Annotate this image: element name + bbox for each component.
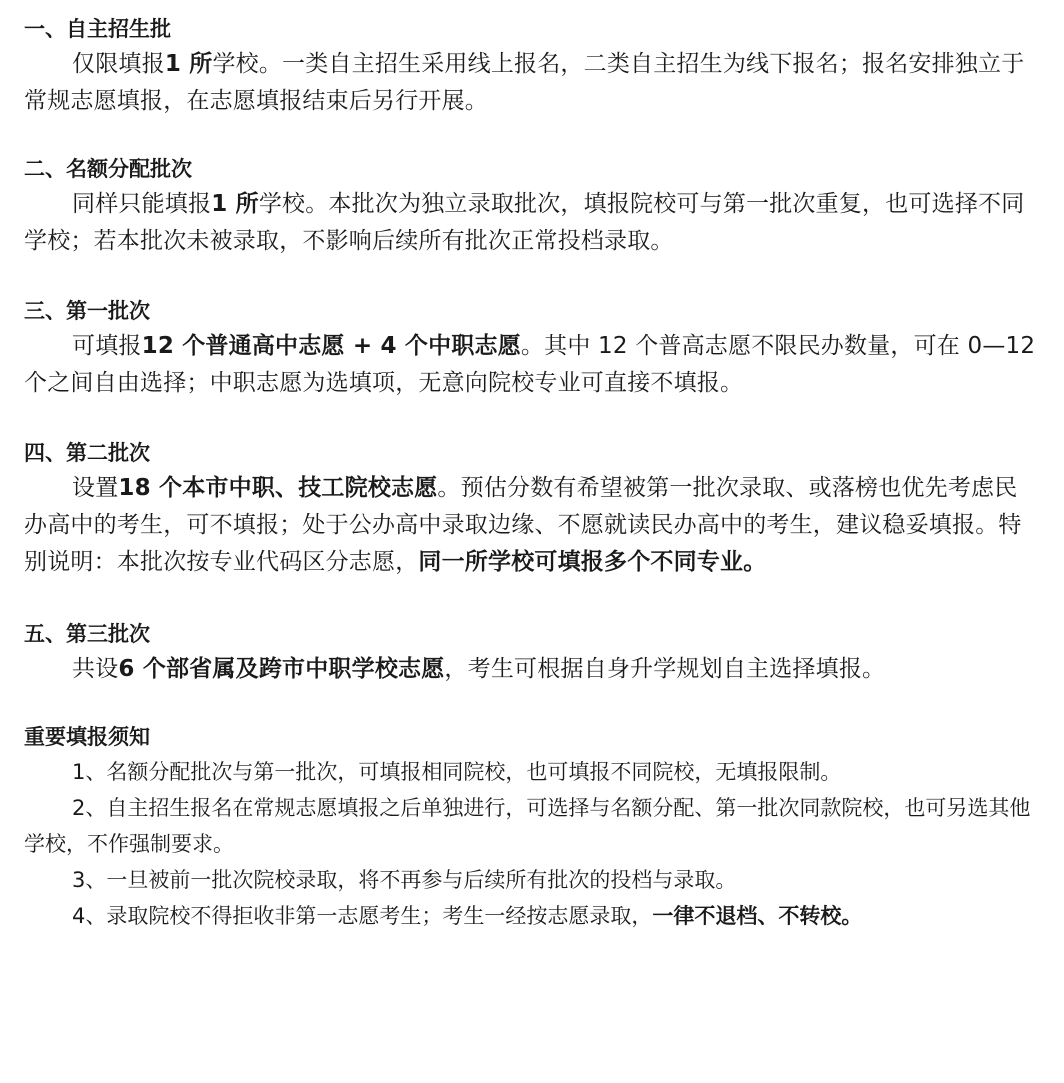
section-heading: 二、名额分配批次 [24, 157, 192, 181]
section-first-batch [24, 296, 1040, 402]
note-text: 3、一旦被前一批次院校录取，将不再参与后续所有批次的投档与录取。 [72, 868, 737, 892]
body-emphasis: 1 所 [211, 191, 259, 217]
body-emphasis: 同一所学校可填报多个不同专业。 [418, 549, 767, 575]
notes-list [24, 754, 1040, 934]
note-text: 2、自主招生报名在常规志愿填报之后单独进行，可选择与名额分配、第一批次同款院校，也可另选其他学校，不作强制要求。 [24, 796, 1031, 856]
body-text: ，考生可根据自身升学规划自主选择填报。 [444, 656, 886, 682]
note-item [24, 862, 1040, 898]
section-heading: 五、第三批次 [24, 622, 150, 646]
body-emphasis: 12 个普通高中志愿 + 4 个中职志愿 [141, 333, 521, 359]
note-item [24, 790, 1040, 862]
section-body [24, 470, 1040, 581]
section-body [24, 186, 1040, 260]
body-text: 共设 [72, 656, 119, 682]
note-text: 4、录取院校不得拒收非第一志愿考生；考生一经按志愿录取， [72, 904, 653, 928]
section-third-batch [24, 619, 1040, 688]
section-important-notes [24, 722, 1040, 934]
note-item [24, 754, 1040, 790]
body-text: 设置 [72, 475, 119, 501]
note-item [24, 898, 1040, 934]
section-heading: 四、第二批次 [24, 441, 150, 465]
body-text: 学校。本批次为独立录取批次，填报院校可与第一批次重复，也可选择不同学校；若本批次未被录取，不影响后续所有批次正常投档录取。 [24, 191, 1025, 254]
section-body [24, 328, 1040, 402]
note-emphasis: 一律不退档、不转校。 [652, 904, 863, 928]
section-heading: 一、自主招生批 [24, 17, 171, 41]
section-body [24, 651, 1040, 688]
section-heading: 三、第一批次 [24, 299, 150, 323]
body-emphasis: 18 个本市中职、技工院校志愿 [118, 475, 438, 501]
body-emphasis: 1 所 [164, 51, 213, 77]
body-text: 。预估分数有希望被第一批次录取、或落榜也优先考虑民办高中的考生，可不填报；处于公办高中录取边缘、不愿就读民办高中的考生，建议稳妥填报。特别说明：本批次按专业代码区分志愿， [24, 475, 1022, 575]
section-self-enrollment [24, 14, 1040, 120]
section-quota-allocation [24, 154, 1040, 260]
body-emphasis: 6 个部省属及跨市中职学校志愿 [118, 656, 445, 682]
body-text: 可填报 [72, 333, 142, 359]
note-text: 1、名额分配批次与第一批次，可填报相同院校，也可填报不同院校，无填报限制。 [72, 760, 842, 784]
section-body [24, 46, 1040, 120]
section-second-batch [24, 438, 1040, 581]
body-text: 。其中 12 个普高志愿不限民办数量，可在 0—12 个之间自由选择；中职志愿为选填项，无意向院校专业可直接不填报。 [24, 333, 1036, 396]
notes-heading: 重要填报须知 [24, 725, 150, 749]
body-text: 仅限填报 [72, 51, 165, 77]
body-text: 同样只能填报 [72, 191, 212, 217]
body-text: 学校。一类自主招生采用线上报名，二类自主招生为线下报名；报名安排独立于常规志愿填报，在志愿填报结束后另行开展。 [24, 51, 1025, 114]
